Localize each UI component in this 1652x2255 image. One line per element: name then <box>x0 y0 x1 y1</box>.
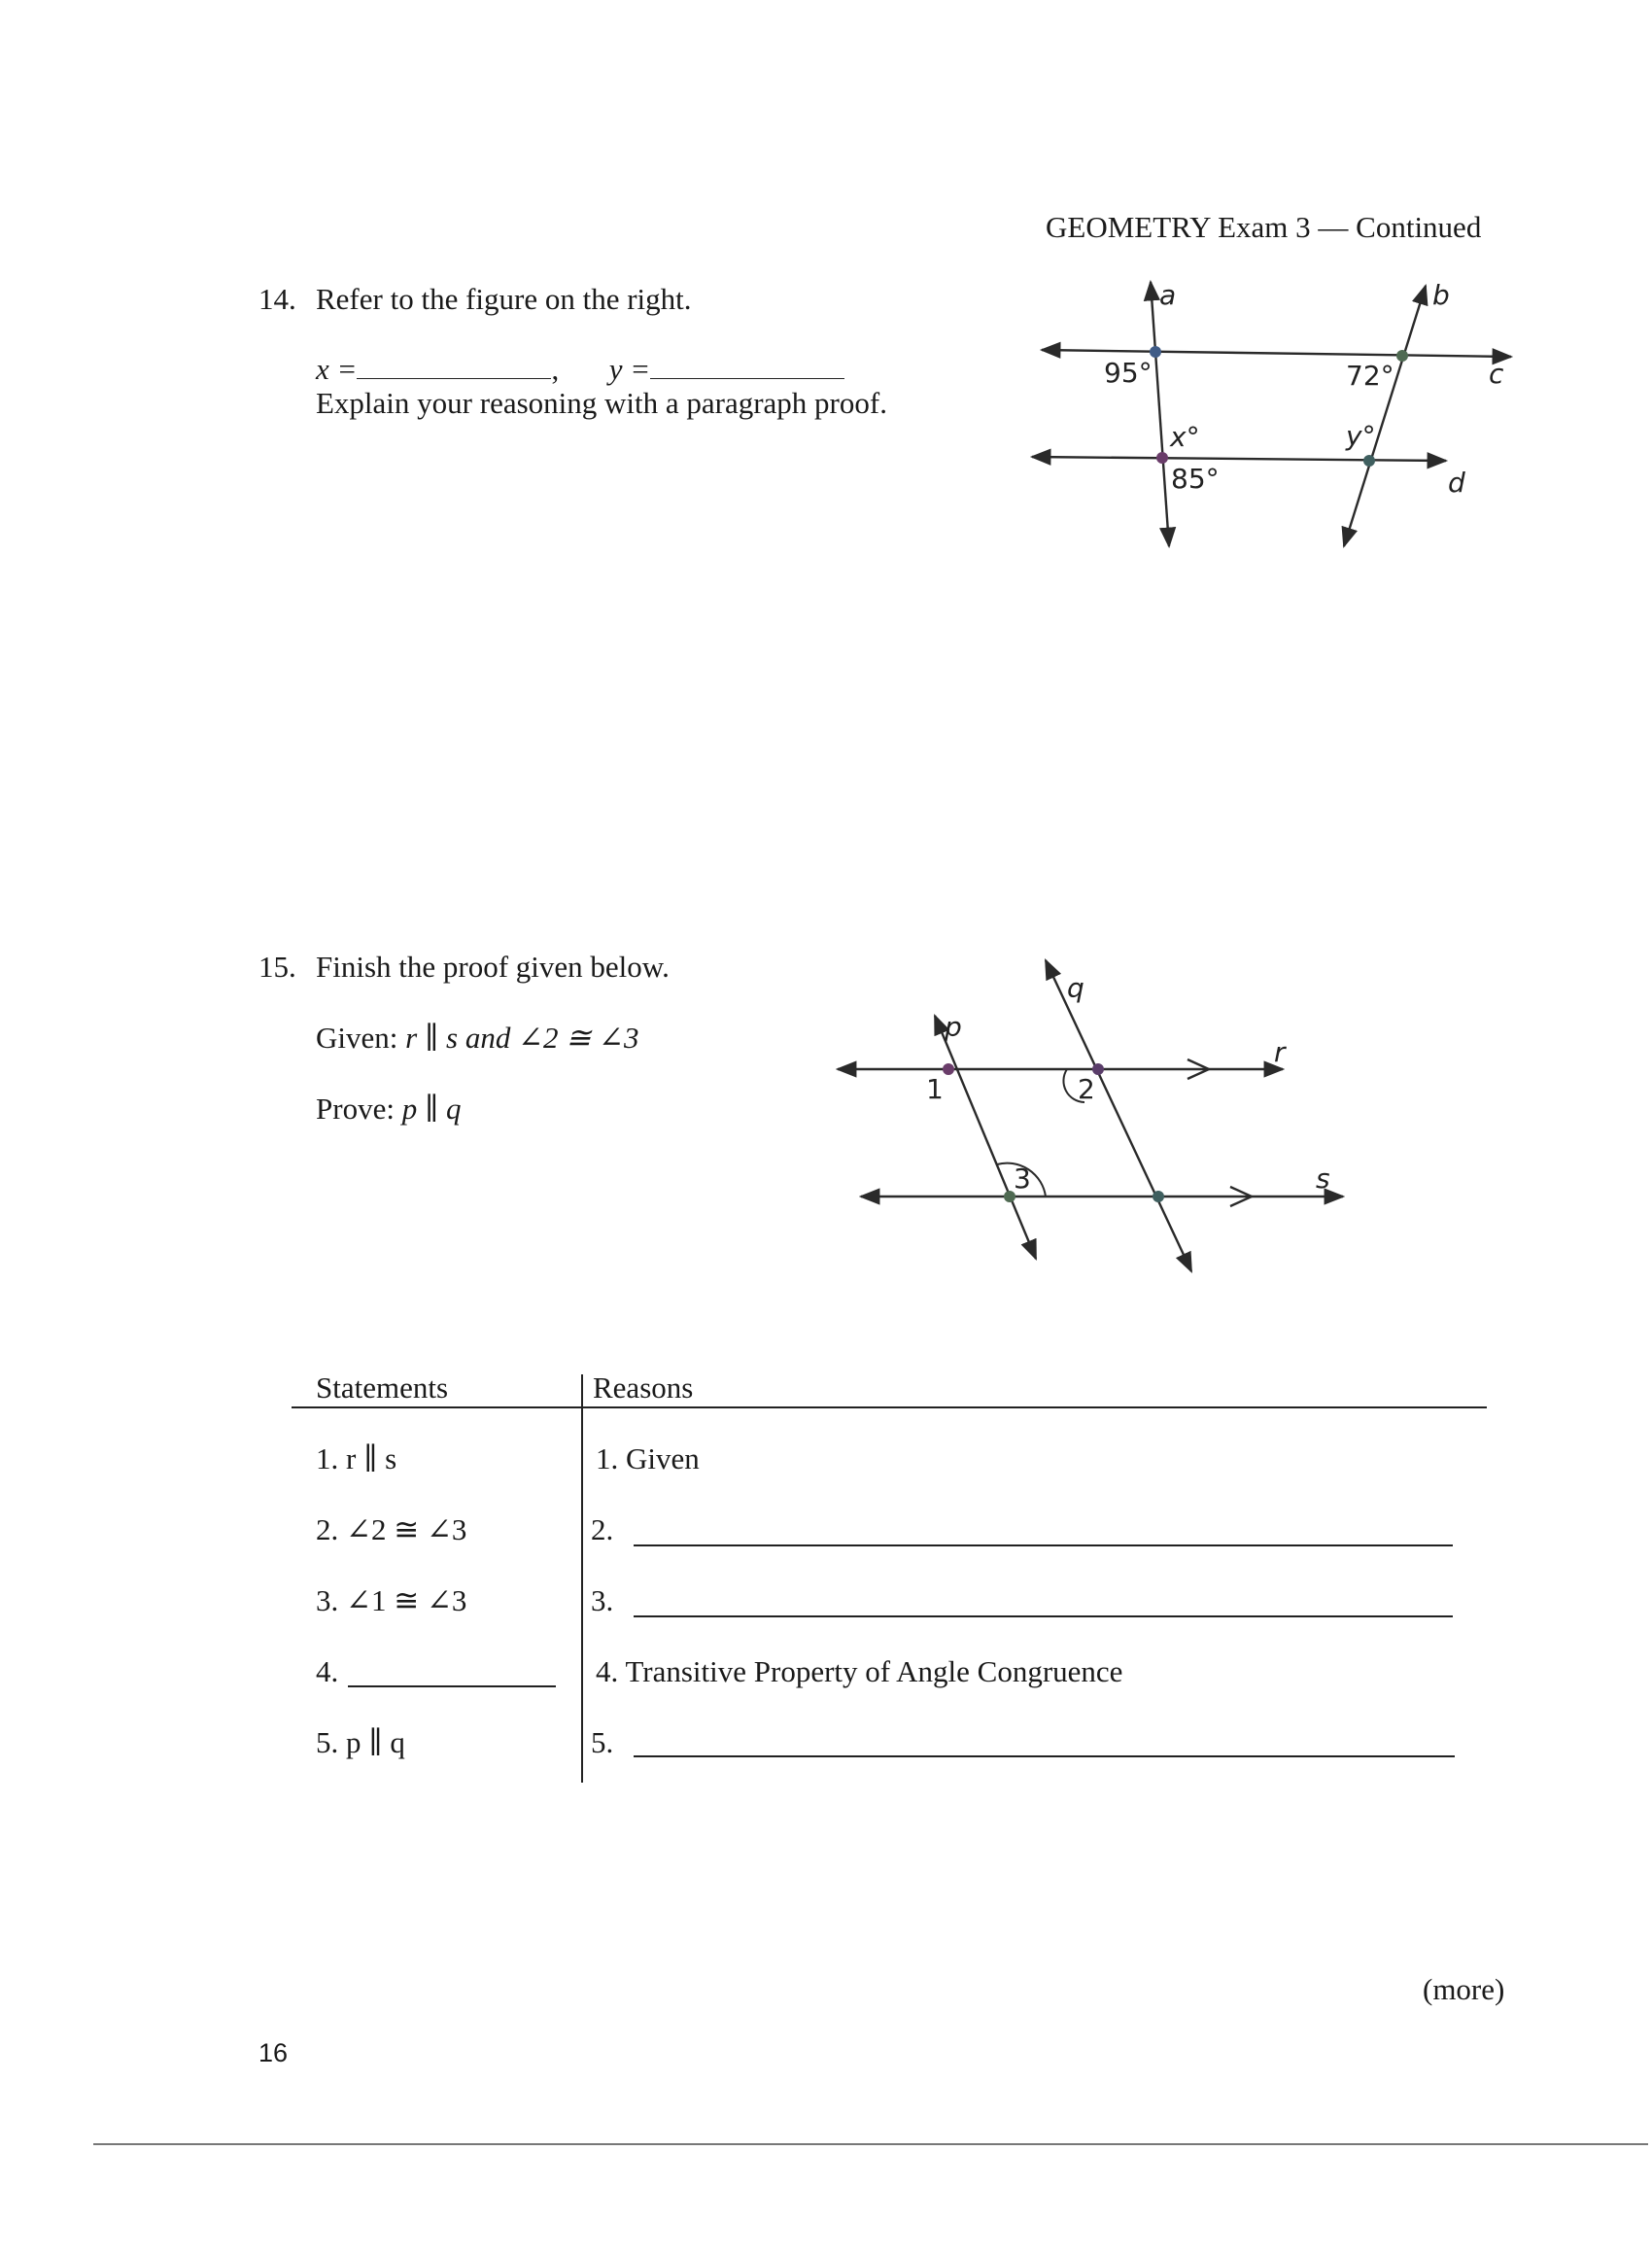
label-d: d <box>1448 467 1465 499</box>
reason-5-blank[interactable] <box>634 1755 1455 1757</box>
reason-3-blank[interactable] <box>634 1615 1453 1617</box>
angle-95: 95° <box>1104 357 1153 389</box>
comma: , <box>551 352 560 386</box>
page-number: 16 <box>258 2038 289 2067</box>
statement-3: 3. ∠1 ≅ ∠3 <box>316 1583 467 1617</box>
reason-5-number: 5. <box>591 1725 614 1759</box>
angle-y: y° <box>1346 420 1376 452</box>
prove-label: Prove: <box>316 1092 395 1126</box>
given-text: r ∥ s and ∠2 ≅ ∠3 <box>405 1021 639 1055</box>
intersection-point <box>943 1063 954 1075</box>
q14-prompt: Refer to the figure on the right. <box>316 282 692 316</box>
statement-5: 5. p ∥ q <box>316 1725 405 1759</box>
x-label: x = <box>316 352 358 386</box>
q15-prompt: Finish the proof given below. <box>316 950 670 984</box>
statement-1: 1. r ∥ s <box>316 1441 397 1475</box>
label-a: a <box>1159 279 1177 311</box>
label-p: p <box>945 1011 962 1043</box>
label-q: q <box>1067 972 1084 1004</box>
prove-text: p ∥ q <box>401 1092 462 1126</box>
angle-85: 85° <box>1171 463 1220 495</box>
reason-3-number: 3. <box>591 1583 614 1617</box>
q15-number: 15. <box>258 950 296 984</box>
table-header-rule <box>292 1406 1487 1408</box>
table-column-divider <box>581 1374 583 1783</box>
given-label: Given: <box>316 1021 398 1055</box>
reasons-header: Reasons <box>593 1370 694 1405</box>
angle-x: x° <box>1170 421 1200 453</box>
line-q <box>1046 960 1191 1271</box>
reason-2-blank[interactable] <box>634 1544 1453 1546</box>
statement-4-number: 4. <box>316 1654 339 1688</box>
reason-1: 1. Given <box>596 1441 700 1475</box>
more-indicator: (more) <box>1423 1972 1505 2006</box>
label-r: r <box>1274 1036 1286 1068</box>
page-bottom-rule <box>93 2143 1648 2145</box>
y-label: y = <box>608 352 651 386</box>
angle-72: 72° <box>1346 360 1394 392</box>
label-s: s <box>1316 1162 1330 1195</box>
angle-1: 1 <box>926 1073 944 1105</box>
page-header: GEOMETRY Exam 3 — Continued <box>1046 210 1482 244</box>
q14-number: 14. <box>258 282 296 316</box>
statements-header: Statements <box>316 1370 449 1405</box>
angle-2: 2 <box>1078 1073 1095 1105</box>
intersection-point <box>1153 1191 1164 1202</box>
statement-2: 2. ∠2 ≅ ∠3 <box>316 1512 467 1546</box>
label-b: b <box>1432 279 1450 311</box>
line-p <box>935 1016 1036 1259</box>
angle-3: 3 <box>1014 1162 1031 1195</box>
reason-2-number: 2. <box>591 1512 614 1546</box>
reason-4: 4. Transitive Property of Angle Congruence <box>596 1654 1123 1688</box>
statement-4-blank[interactable] <box>348 1685 556 1687</box>
label-c: c <box>1489 358 1504 390</box>
q14-explain: Explain your reasoning with a paragraph proof. <box>316 386 887 420</box>
